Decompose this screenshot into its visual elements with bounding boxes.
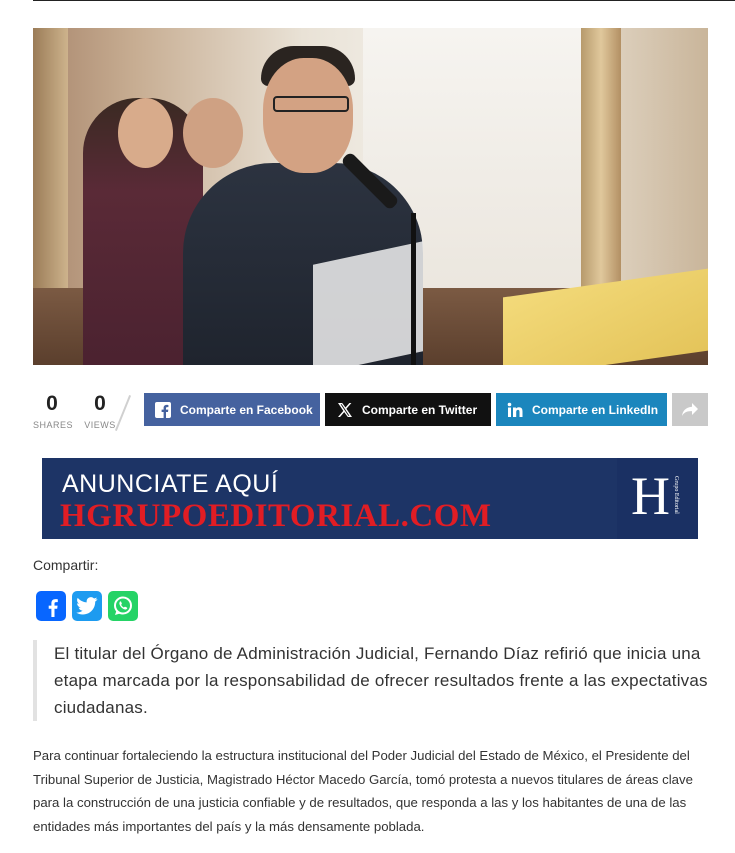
- facebook-icon: [40, 595, 62, 617]
- share-whatsapp-icon-button[interactable]: [108, 591, 138, 621]
- article-pull-quote: El titular del Órgano de Administración Judicial, Fernando Díaz refirió que inicia una etapa marcada por la responsabilidad de ofrecer resultados frente a las expectativas ciudadanas.: [33, 640, 734, 721]
- x-twitter-icon: [337, 402, 353, 418]
- views-count: 0: [94, 392, 106, 415]
- shares-count: 0: [46, 392, 58, 415]
- twitter-icon: [76, 597, 98, 615]
- logo-subtitle: Grupo Editorial: [673, 476, 679, 514]
- share-section-label: Compartir:: [33, 557, 99, 573]
- more-share-button[interactable]: [672, 393, 708, 426]
- share-linkedin-button[interactable]: [496, 393, 667, 426]
- logo-letter: H: [631, 466, 670, 526]
- banner-headline: ANUNCIATE AQUÍ: [62, 470, 279, 498]
- share-twitter-label: Comparte en Twitter: [362, 402, 478, 417]
- article-paragraph: Para continuar fortaleciendo la estructura institucional del Poder Judicial del Estado de México, el Presidente del Tribunal Superior de Justicia, Magistrado Héctor Macedo García, tomó protesta a nuevos titulares de áreas clave para la construcción de una justicia confiable y de resultados, que responda a las y los habitantes de una de las entidades más importantes del país y la más densamente poblada.: [33, 748, 693, 834]
- top-divider: [33, 0, 735, 1]
- share-facebook-icon-button[interactable]: [36, 591, 66, 621]
- views-counter: [83, 392, 117, 431]
- views-label: VIEWS: [84, 420, 116, 430]
- linkedin-icon: [507, 402, 523, 418]
- share-facebook-label: Comparte en Facebook: [180, 402, 313, 417]
- grupo-editorial-logo: [617, 458, 698, 539]
- whatsapp-icon: [112, 595, 134, 617]
- counter-divider: [115, 395, 131, 431]
- share-facebook-button[interactable]: [144, 393, 320, 426]
- banner-url: HGRUPOEDITORIAL.COM: [60, 498, 492, 534]
- facebook-icon: [155, 402, 171, 418]
- article-hero-photo: [33, 28, 708, 365]
- shares-label: SHARES: [33, 420, 74, 430]
- share-twitter-icon-button[interactable]: [72, 591, 102, 621]
- shares-counter: [33, 392, 74, 431]
- share-arrow-icon: [681, 402, 699, 418]
- share-linkedin-label: Comparte en LinkedIn: [532, 402, 659, 417]
- share-twitter-button[interactable]: [325, 393, 491, 426]
- advertising-banner[interactable]: [42, 458, 698, 539]
